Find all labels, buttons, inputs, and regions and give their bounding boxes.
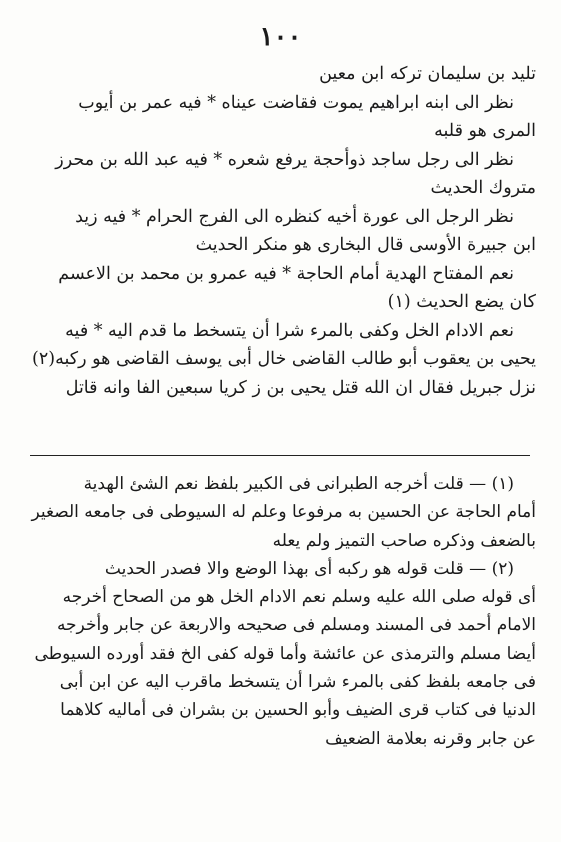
footnote-line: أيضا مسلم والترمذى عن عائشة وأما قوله كفى الخ فقد أورده السيوطى — [34, 643, 536, 664]
main-text-line: نعم المفتاح الهدية أمام الحاجة * فيه عمرو بن محمد بن الاعسم — [58, 263, 514, 284]
footnote-line: أمام الحاجة عن الحسين به مرفوعا وعلم له السيوطى فى جامعه الصغير — [31, 502, 536, 523]
main-text-line: نزل جبريل فقال ان الله قتل يحيى بن ز كريا سبعين الفا وانه قاتل — [65, 377, 536, 398]
page-number: ١٠٠ — [259, 22, 302, 52]
main-text-body — [26, 60, 536, 402]
main-text-line: نعم الادام الخل وكفى بالمرء شرا أن يتسخط ما قدم اليه * فيه — [65, 320, 514, 341]
footnote-line: (١) — قلت أخرجه الطبرانى فى الكبير بلفظ نعم الشئ الهدية — [83, 474, 514, 494]
footnote-line: أى قوله صلى الله عليه وسلم نعم الادام الخل هو من الصحاح أخرجه — [62, 587, 536, 608]
footnote-line: الامام أحمد فى المسند ومسلم فى صحيحه والاربعة عن جابر وأخرجه — [56, 615, 536, 636]
footnote-line: بالضعف وذكره صاحب التميز ولم يعله — [272, 530, 536, 551]
main-text-line: نظر الى ابنه ابراهيم يموت فقاضت عيناه * فيه عمر بن أيوب — [78, 92, 514, 113]
footnote-line: فى جامعه بلفظ كفى بالمرء شرا أن يتسخط ماقرب اليه عن ابن أبى — [59, 672, 536, 693]
footnote-line: عن جابر وقرنه بعلامة الضعيف — [325, 728, 536, 749]
main-text-line: المرى هو قلبه — [434, 121, 536, 141]
main-text-line: ابن جبيرة الأوسى قال البخارى هو منكر الحديث — [195, 235, 536, 255]
main-text-line: نظر الرجل الى عورة أخيه كنظره الى الفرج الحرام * فيه زيد — [75, 206, 514, 227]
main-text-line: نظر الى رجل ساجد ذوأحجة يرفع شعره * فيه عبد الله بن محرز — [55, 149, 514, 170]
footnote-line: الدنيا فى كتاب قرى الضيف وأبو الحسين بن بشران فى أماليه كلاهما — [60, 700, 536, 721]
main-text-line: كان يضع الحديث (١) — [387, 292, 536, 312]
footnote-divider — [30, 455, 530, 456]
main-text-line: متروك الحديث — [430, 178, 536, 198]
main-text-line: تليد بن سليمان تركه ابن معين — [319, 64, 536, 84]
footnote-line: (٢) — قلت قوله هو ركبه أى بهذا الوضع والا فصدر الحديث — [104, 558, 514, 579]
footnotes-section — [26, 470, 536, 753]
main-text-line: يحيى بن يعقوب أبو طالب القاضى خال أبى يوسف القاضى هو ركبه(٢) — [32, 349, 536, 369]
